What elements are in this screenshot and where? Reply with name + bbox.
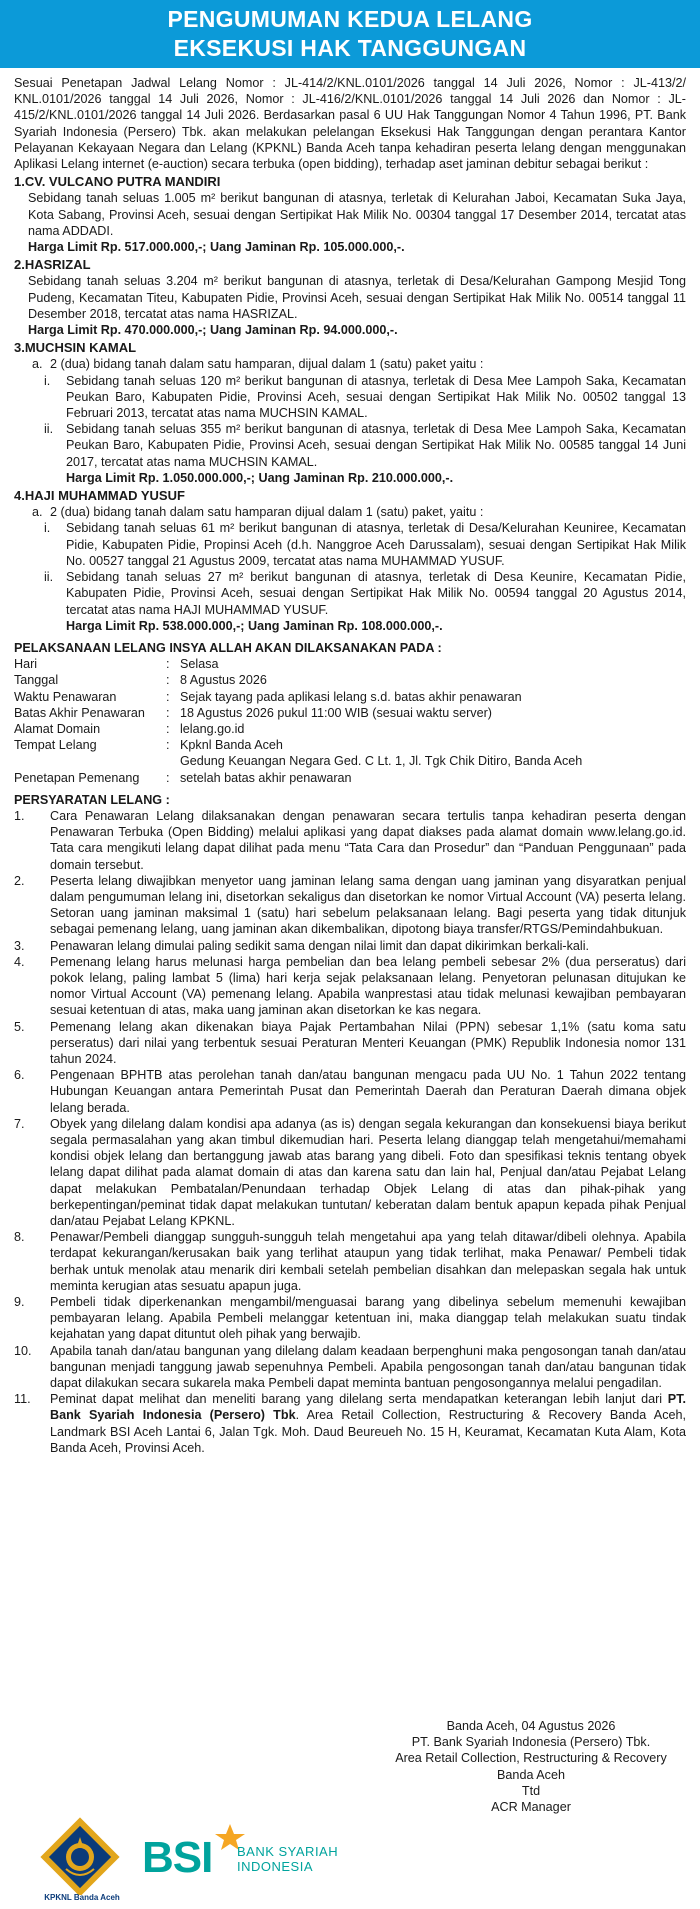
package-label: a. [32, 505, 43, 520]
req-number: 3. [14, 938, 25, 953]
req-number: 2. [14, 873, 25, 888]
schedule-row [14, 672, 686, 688]
package-line [14, 504, 686, 520]
colon-separator: : [166, 770, 170, 785]
debtor-description [14, 273, 686, 338]
asset-description: Sebidang tanah seluas 1.005 m² berikut bangunan di atasnya, terletak di Kelurahan Jaboi, Kecamatan Suka Jaya, Kota Sabang, Provinsi Aceh, sesuai dengan Sertipikat Hak Milik No. 00304 tanggal 17 Desember 2014, tercatat atas nama ADDADI. [28, 191, 686, 238]
schedule-row [14, 689, 686, 705]
requirement-item [14, 938, 686, 954]
debtor-heading: 1.CV. VULCANO PUTRA MANDIRI [14, 174, 221, 190]
schedule-value: setelah batas akhir penawaran [180, 770, 352, 785]
schedule-value: Sejak tayang pada aplikasi lelang s.d. batas akhir penawaran [180, 689, 522, 704]
req-text: Penawar/Pembeli dianggap sungguh-sungguh telah mengetahui apa yang telah ditawar/dibeli olehnya. Apabila terdapat kekurangan/kerusakan baik yang terlihat ataupun yang tidak terlihat, maka Penawar/ Pembeli tidak berhak untuk menolak atau menarik diri kembali setelah pembelian disahkan dan melepaskan segala hak untuk meminta kerugian atas sesuatu apapun juga. [50, 1230, 686, 1293]
price-line: Harga Limit Rp. 470.000.000,-; Uang Jaminan Rp. 94.000.000,-. [28, 323, 398, 338]
item-label: i. [44, 373, 51, 388]
unit-name: Area Retail Collection, Restructuring & Recovery [395, 1751, 667, 1766]
schedule-key: Penetapan Pemenang [14, 770, 140, 785]
asset-item [14, 520, 686, 569]
schedule-key: Waktu Penawaran [14, 689, 117, 704]
asset-description: Sebidang tanah seluas 3.204 m² berikut bangunan di atasnya, terletak di Desa/Kelurahan Gampong Mesjid Tong Pudeng, Kecamatan Titeu, Kabupaten Pidie, Provinsi Aceh, sesuai dengan Sertipikat Hak Milik No. 00514 tanggal 11 Desember 2018, tercatat atas nama HASRIZAL. [28, 274, 686, 321]
schedule-value: Kpknl Banda Aceh [180, 738, 283, 753]
req-number: 7. [14, 1116, 25, 1131]
colon-separator: : [166, 721, 170, 736]
requirement-item [14, 873, 686, 938]
req-number: 9. [14, 1295, 25, 1310]
debtor-heading: 3.MUCHSIN KAMAL [14, 340, 137, 356]
req-text: Pemenang lelang akan dikenakan biaya Pajak Pertambahan Nilai (PPN) sebesar 1,1% (satu koma satu perseratus) dari nilai yang terbentuk sesuai Peraturan Menteri Keuangan (PMK) Republik Indonesia nomor 131 tahun 2024. [50, 1019, 686, 1066]
schedule-row [14, 656, 686, 672]
schedule-key: Tempat Lelang [14, 738, 97, 753]
colon-separator: : [166, 738, 170, 753]
req-text: Apabila tanah dan/atau bangunan yang dilelang dalam keadaan berpenghuni maka pengosongan tanah dan/atau bangunan menjadi tanggung jawab sepenuhnya Pembeli. Apabila pengosongan tanah dan/atau bangunan tidak dapat dilakukan secara sukarela maka Pembeli dapat meminta bantuan pengosongannya melalui pengadilan. [50, 1343, 686, 1391]
kpknl-caption: KPKNL Banda Aceh [44, 1893, 120, 1902]
req-text-cont: . Area Retail Collection, Restructuring & Recovery Banda Aceh, Landmark BSI Aceh Lantai 6, Jalan Tgk. Moh. Daud Beureueh No. 15 H, Keuramat, Kecamatan Kuta Alam, Kota Banda Aceh, Provinsi Aceh. [50, 1408, 686, 1455]
item-label: ii. [44, 570, 54, 585]
price-line: Harga Limit Rp. 1.050.000.000,-; Uang Jaminan Rp. 210.000.000,-. [66, 470, 454, 485]
req-number: 11. [14, 1392, 31, 1407]
debtor-section-1 [14, 174, 686, 255]
schedule-row [14, 721, 686, 737]
debtor-section-4 [14, 488, 686, 634]
req-number: 6. [14, 1068, 25, 1083]
requirement-item [14, 1229, 686, 1294]
requirement-item [14, 1019, 686, 1068]
schedule-section [14, 640, 686, 786]
req-number: 10. [14, 1343, 32, 1358]
colon-separator: : [166, 657, 170, 672]
signature-ttd: Ttd [521, 1783, 541, 1798]
req-text: Pembeli tidak diperkenankan mengambil/menguasai barang yang dibelinya sebelum memenuhi kewajiban pembayaran lelang. Apabila Pembeli melanggar ketentuan ini, maka dianggap telah melakukan suatu tindak kejahatan yang dapat dituntut oleh pihak yang berwajib. [50, 1295, 686, 1342]
debtor-section-2 [14, 257, 686, 338]
asset-item [14, 569, 686, 634]
bsi-name-line-1: BANK SYARIAH [237, 1844, 339, 1859]
req-text: Obyek yang dilelang dalam kondisi apa adanya (as is) dengan segala kekurangan dan konsekuensi biaya berikut segala permasalahan yang akan timbul dikemudian hari. Peserta lelang dianggap telah mengetahui/memahami kondisi objek lelang dan bertanggung jawab atas barang yang dibeli. Foto dan spesifikasi teknis tentang obyek lelang dapat dilihat pada alamat domain di atas dan karena satu dan lain hal, Penjual dan/atau Pejabat Lelang dapat melakukan Pembatalan/Penundaan terhadap Objek Lelang di atas dan pihak-pihak yang berkepentingan/peminat tidak dapat melakukan tuntutan/ keberatan dalam bentuk apapun kepada pihak Penjual dan/atau Pejabat Lelang KPKNL. [50, 1116, 686, 1229]
bsi-name-line-2: INDONESIA [237, 1859, 314, 1874]
schedule-value: Selasa [180, 657, 219, 672]
schedule-value: 18 Agustus 2026 pukul 11:00 WIB (sesuai waktu server) [180, 705, 492, 720]
package-text: 2 (dua) bidang tanah dalam satu hamparan, dijual dalam 1 (satu) paket yaitu : [50, 357, 484, 372]
requirement-item [14, 1343, 686, 1392]
schedule-row [14, 737, 686, 769]
title-line-2: EKSEKUSI HAK TANGGUNGAN [173, 35, 527, 61]
asset-item [14, 421, 686, 486]
debtor-section-3 [14, 340, 686, 486]
bsi-bank-name [237, 1844, 338, 1874]
kpknl-emblem-icon [38, 1815, 122, 1895]
item-text: Sebidang tanah seluas 27 m² berikut bangunan di atasnya, terletak di Desa Keunire, Kecamatan Pidie, Kabupaten Pidie, Provinsi Aceh, sesuai dengan Sertipikat Hak Milik No. 00594 tanggal 20 Agustus 2014, tercatat atas nama HAJI MUHAMMAD YUSUF. [66, 570, 686, 617]
announcement-body [14, 75, 686, 1456]
req-bank-name: PT. Bank Syariah Indonesia (Persero) Tbk [50, 1392, 686, 1423]
debtor-heading: 2.HASRIZAL [14, 257, 91, 273]
schedule-key: Batas Akhir Penawaran [14, 705, 145, 720]
schedule-key: Hari [14, 657, 38, 672]
debtor-heading: 4.HAJI MUHAMMAD YUSUF [14, 488, 185, 504]
debtor-description [14, 190, 686, 255]
title-line-1: PENGUMUMAN KEDUA LELANG [167, 6, 533, 32]
req-number: 8. [14, 1230, 25, 1245]
schedule-value-address: Gedung Keuangan Negara Ged. C Lt. 1, Jl. Tgk Chik Ditiro, Banda Aceh [180, 754, 583, 769]
item-label: ii. [44, 422, 54, 437]
signer-position: ACR Manager [491, 1800, 571, 1815]
requirement-item [14, 1391, 686, 1456]
title-banner [0, 0, 700, 68]
schedule-row [14, 705, 686, 721]
domain-link[interactable]: lelang.go.id [180, 721, 245, 736]
requirement-item [14, 1116, 686, 1229]
requirement-item [14, 808, 686, 873]
req-text: Peminat dapat melihat dan meneliti barang yang dilelang serta mendapatkan keterangan lebih lanjut dari [50, 1392, 668, 1407]
package-line [14, 356, 686, 372]
req-text: Peserta lelang diwajibkan menyetor uang jaminan lelang sama dengan uang jaminan yang disyaratkan penjual dalam pengumuman lelang ini, disetorkan sekaligus dan disetorkan ke nomor Virtual Account (VA) peserta lelang. Setoran uang jaminan maksimal 1 (satu) hari sebelum pelaksanaan lelang. Bagi peserta yang tidak ditunjuk sebagai pemenang lelang, uang jaminan akan dikembalikan, dipotong biaya transfer/RTGS/Pemindahbukuan. [50, 873, 686, 937]
requirements-section [14, 792, 686, 1456]
package-text: 2 (dua) bidang tanah dalam satu hamparan dijual dalam 1 (satu) paket, yaitu : [50, 505, 484, 520]
item-text: Sebidang tanah seluas 355 m² berikut bangunan di atasnya, terletak di Desa Mee Lampoh Saka, Kecamatan Peukan Baro, Kabupaten Pidie, Provinsi Aceh, sesuai dengan Sertipikat Hak Milik No. 00585 tanggal 14 Juni 2017, tercatat atas nama MUCHSIN KAMAL. [66, 422, 686, 469]
bsi-wordmark: BSI [142, 1833, 213, 1882]
package-label: a. [32, 357, 43, 372]
colon-separator: : [166, 689, 170, 704]
requirement-item [14, 954, 686, 1019]
city: Banda Aceh [497, 1767, 565, 1782]
price-line: Harga Limit Rp. 538.000.000,-; Uang Jaminan Rp. 108.000.000,-. [66, 618, 443, 633]
req-number: 5. [14, 1019, 25, 1034]
item-label: i. [44, 521, 51, 536]
price-line: Harga Limit Rp. 517.000.000,-; Uang Jaminan Rp. 105.000.000,-. [28, 240, 405, 255]
place-date: Banda Aceh, 04 Agustus 2026 [446, 1719, 616, 1733]
signature-block [376, 1718, 686, 1815]
req-number: 1. [14, 808, 25, 823]
schedule-value: 8 Agustus 2026 [180, 673, 267, 688]
req-text: Pengenaan BPHTB atas perolehan tanah dan/atau bangunan mengacu pada UU No. 1 Tahun 2022 tentang Hubungan Keuangan antara Pemerintah Pusat dan Pemerintah Daerah dan Peraturan Daerah dimana objek lelang berada. [50, 1068, 686, 1115]
req-text: Cara Penawaran Lelang dilaksanakan dengan penawaran secara tertulis tanpa kehadiran peserta dengan Penawaran Terbuka (Open Bidding) melalui aplikasi yang dapat diakses pada alamat domain www.lelang.go.id. Tata cara mengikuti lelang dapat dilihat pada menu “Tata Cara dan Prosedur” dan “Panduan Penggunaan” pada domain tersebut. [50, 808, 686, 872]
colon-separator: : [166, 705, 170, 720]
req-text: Penawaran lelang dimulai paling sedikit sama dengan nilai limit dan dapat dikirimkan berkali-kali. [50, 938, 590, 953]
schedule-key: Alamat Domain [14, 721, 101, 736]
item-text: Sebidang tanah seluas 61 m² berikut bangunan di atasnya, terletak di Desa/Kelurahan Keuniree, Kecamatan Pidie, Kabupaten Pidie, Propinsi Aceh (d.h. Nanggroe Aceh Darussalam), sesuai dengan Sertipikat Hak Milik No. 00527 tanggal 21 Agustus 2009, tercatat atas nama MUHAMMAD YUSUF. [66, 521, 686, 568]
schedule-key: Tanggal [14, 673, 59, 688]
item-text: Sebidang tanah seluas 120 m² berikut bangunan di atasnya, terletak di Desa Mee Lampoh Saka, Kecamatan Peukan Baro, Kabupaten Pidie, Provinsi Aceh, sesuai dengan Sertipikat Hak Milik No. 00502 tanggal 13 Februari 2013, tercatat atas nama MUCHSIN KAMAL. [66, 373, 686, 421]
asset-item [14, 373, 686, 422]
requirement-item [14, 1294, 686, 1343]
req-number: 4. [14, 954, 25, 969]
company-name: PT. Bank Syariah Indonesia (Persero) Tbk. [411, 1735, 651, 1750]
requirement-item [14, 1067, 686, 1116]
intro-paragraph: Sesuai Penetapan Jadwal Lelang Nomor : JL-414/2/KNL.0101/2026 tanggal 14 Juli 2026, Nomor : JL-413/2/ KNL.0101/2026 tanggal 14 Juli 2026, Nomor : JL-416/2/KNL.0101/2026 tanggal 14 Juli 2026 dan Nomor : JL-415/2/KNL.0101/2026 tanggal 14 Juli 2026. Berdasarkan pasal 6 UU Hak Tanggungan Nomor 4 Tahun 1996, PT. Bank Syariah Indonesia (Persero) Tbk. akan melakukan pelelangan Eksekusi Hak Tanggungan dengan perantara Kantor Pelayanan Kekayaan Negara dan Lelang (KPKNL) Banda Aceh tanpa kehadiran peserta lelang dengan menggunakan Aplikasi Lelang internet (e-auction) secara terbuka (open bidding), terhadap aset jaminan debitur sebagai berikut : [14, 76, 686, 172]
requirements-heading: PERSYARATAN LELANG : [14, 792, 170, 807]
schedule-heading: PELAKSANAAN LELANG INSYA ALLAH AKAN DILAKSANAKAN PADA : [14, 640, 442, 655]
colon-separator: : [166, 673, 170, 688]
schedule-row [14, 770, 686, 786]
req-text: Pemenang lelang harus melunasi harga pembelian dan bea lelang pembeli sebesar 2% (dua perseratus) dari pokok lelang, paling lambat 5 (lima) hari kerja sejak pelaksanaan lelang. Penyetoran pelunasan ditujukan ke nomor Virtual Account (VA) pemenang lelang. Apabila wanprestasi atau tidak melunasi kewajiban pembayaran sesuai ketentuan di atas, maka uang jaminan akan disetorkan ke kas negara. [50, 954, 686, 1018]
